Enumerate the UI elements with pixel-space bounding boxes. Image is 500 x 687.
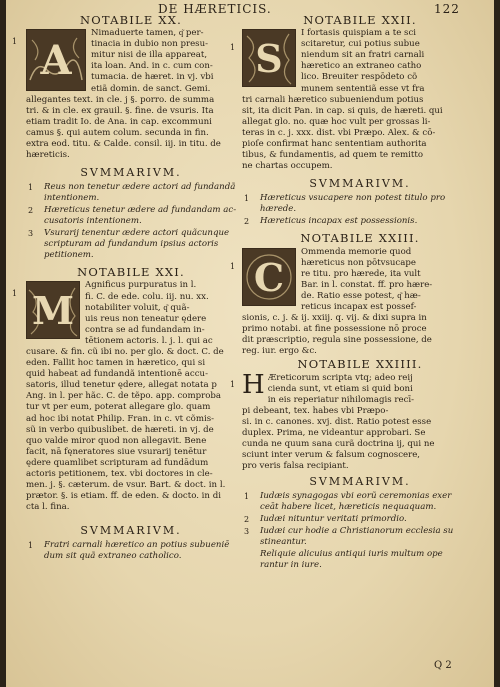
text-line: notabiliter voluit, q͂ quã- [85,302,190,313]
summarium-heading: SVMMARIVM. [309,177,411,191]
item-text-line: Iudæis synagogas vbi eorũ ceremonias exer [260,491,452,502]
text-line: dit præscriptio, regula sine possessione, de [242,335,432,346]
text-line: ita loan. And. in c. cum con- [91,61,213,72]
notable-heading: NOTABILE XXI. [77,265,185,280]
item-text-line: Fratri carnali hæretico an potius subueniē [44,540,230,551]
summarium-item [242,193,478,215]
text-line: mitur nisi de illa appareat, [91,50,208,61]
text-line: facit, nā fęneratores siue vsurarij tenētur [26,446,207,457]
text-line: munem sententiã esse vt fra [301,83,425,94]
initial-letter-h: H [242,369,265,400]
text-line: hæreticus non pōtvsucape [301,257,416,268]
text-line: in eis reperiatur nihilomagis recī- [267,394,415,405]
text-line: hæretico an extraneo catho [301,61,422,72]
item-text-line: Iudæi nituntur veritati primordio. [260,514,407,525]
text-line: ad hoc ibi notat Philip. Fran. in c. vt cõmis- [26,413,215,424]
summarium-item [26,205,236,227]
text-line: Ommenda memorie quod [301,246,412,257]
item-text-line: Iudæi cur hodie a Christianorum ecclesia su [260,526,454,537]
margin-number: 1 [12,37,18,47]
text-line: tibus, & fundamentis, ad quem te remitto [242,150,424,161]
text-line: tur vt per eum, poterat allegare glo. quam [26,402,211,413]
item-text-line: intentionem. [44,193,100,204]
summarium-item [242,514,478,525]
right-column [230,13,478,572]
summarium-item [26,228,236,261]
notable-xxiiii-text [242,369,478,473]
text-line: actoris petitionem, tex. vbi doctores in cle- [26,469,213,479]
summarium-item [26,540,236,562]
notable-heading: NOTABILE XX. [80,13,182,27]
notable-heading: NOTABILE XXIIII. [297,357,423,372]
item-number: 2 [244,515,250,525]
text-line: pro veris falsa recipiant. [242,461,349,472]
notable-heading: NOTABILE XXIII. [300,231,420,246]
text-line: pi debeant, tex. habes vbi Præpo- [242,405,389,416]
item-text-line: Hæreticus vsucapere non potest titulo pro [260,193,446,204]
text-line: reg. iur. ergo &c. [242,346,317,357]
text-line: primo notabi. at fine possessione nō proce [242,324,427,335]
text-line: prætor. §. is etiam. ff. de eden. & docto. in di [26,491,221,502]
text-line: si. in c. canones. xvj. dist. Ratio potest esse [242,416,432,427]
book-page [6,0,494,687]
initial-letter: C [253,254,285,300]
text-line: I fortasis quispiam a te sci [301,28,417,39]
text-line: sionis, c. j. & ij. xxiij. q. vij. & dixi supra in [242,313,427,324]
item-number: 2 [28,206,34,216]
summarium-item [242,549,478,571]
text-line: allegantes text. in cle. j §. porro. de summa [26,94,215,105]
text-line: uis reus non teneatur ędere [85,313,207,324]
text-line: re titu. pro hærede, ita vult [301,268,421,279]
item-number: 1 [28,541,34,551]
item-text-line: Vsurarij tenentur ædere actori quãcunque [44,228,230,239]
text-line: scitaretur, cui potius subue [301,39,420,50]
summarium-list [26,182,236,261]
text-line: etiã domin. de sanct. Gemi. [91,83,211,94]
running-head-title: DE HÆRETICIS. [158,2,272,16]
summarium-list [26,540,236,562]
item-number: 3 [28,229,34,239]
summarium-item [242,526,478,548]
summarium-heading: SVMMARIVM. [309,475,411,489]
margin-number: 1 [12,289,18,299]
text-line: tri. & in cle. ex grauil. §. fine. de vsuris. Ita [26,105,214,116]
text-line: cusare. & fin. cũ ibi no. per glo. & doct. C. de [26,346,224,357]
text-line: Æreticorum scripta vtq; adeo reij [267,372,413,383]
text-line: sit, ita dicit Pan. in cap. si quis, de hæreti. qui [242,105,443,116]
text-line: men. j. §. cæterum. de vsur. Bart. & doct. in l. [26,480,226,491]
item-text-line: petitionem. [44,250,94,261]
text-line: pioſe confirmat hanc sententiam authorita [242,139,427,150]
item-text-line: Reus non tenetur ædere actori ad fundandã [44,182,236,193]
item-number: 1 [28,183,34,193]
text-line: etiam tradit Io. de Ana. in cap. excommuni [26,116,212,127]
text-line: duplex. Prima, ne videantur approbari. Se [242,428,426,438]
item-text-line: rantur in iure. [260,560,322,571]
summarium-heading: SVMMARIVM. [80,166,182,180]
text-line: tri carnali hæretico subueniendum potius [242,94,424,105]
text-line: tinacia in dubio non presu- [91,39,209,50]
text-line: ne chartas occupem. [242,161,333,172]
text-line: contra se ad fundandam in- [85,324,205,335]
item-text-line: dum sit quã extraneo catholico. [44,551,182,562]
text-line: extra eod. titu. & Calde. consil. iij. in titu. de [26,139,221,150]
text-line: ędere quamlibet scripturam ad fundādum [26,457,209,468]
text-line: cienda sunt, vt etiam si quid boni [267,383,413,394]
text-line: cunda ne quum sana curã doctrina ij, qui ne [242,439,435,450]
summarium-item [242,216,478,227]
margin-number: 1 [230,379,236,389]
text-line: niendum sit an fratri carnali [301,50,425,61]
item-text-line: scripturam ad fundandum ipsius actoris [44,239,219,250]
text-line: satoris, illud tenetur ędere, allegat notata p [26,380,217,391]
text-line: sciunt inter verum & falsum cognoscere, [242,450,421,461]
item-number: 1 [244,194,250,204]
initial-letter: A [40,37,72,85]
item-text-line: ceāt habere licet, hæreticis nequaquam. [260,502,437,513]
text-line: de. Ratio esse potest, q͂ hæ- [301,290,421,301]
decorated-initial-s [242,29,296,87]
item-text-line: cusatoris intentionem. [44,216,142,227]
text-line: Bar. in l. constat. ff. pro hære- [301,279,433,290]
notable-heading: NOTABILE XXII. [303,13,417,27]
decorated-initial-a [26,29,86,91]
item-text-line: Reliquie alicuius antiqui iuris multum ope [260,549,443,560]
summarium-list [242,491,478,571]
initial-letter: M [31,288,75,334]
text-line: fi. C. de ede. colu. iij. nu. xx. [85,291,209,302]
summarium-item [26,182,236,204]
text-line: hæreticis. [26,150,70,161]
text-line: tumacia. de hæret. in vj. vbi [91,72,214,83]
item-number: 2 [244,217,250,227]
item-number: 1 [244,492,250,502]
text-line: quid habeat ad fundandã intentionē accu- [26,369,208,380]
text-line: teras in c. j. xxx. dist. vbi Præpo. Alex. & cō- [242,127,436,138]
summarium-list [242,193,478,227]
item-text-line: hærede. [260,204,297,215]
page-number: 122 [434,2,460,16]
item-number: 3 [244,527,250,537]
text-line: eden. Fallit hoc tamen in hæretico, qui si [26,358,206,369]
text-line: Ang. in l. per hãc. C. de tẽpo. app. comproba [26,391,222,402]
text-line: quo valde miror quod non allegavit. Bene [26,435,207,446]
text-line: Agnificus purpuratus in l. [85,280,197,291]
decorated-initial-m [26,281,80,339]
text-line: cta l. fina. [26,502,70,513]
left-column [12,13,237,563]
item-text-line: stineantur. [260,537,307,548]
text-line: Nimaduerte tamen, q͂ per- [91,28,204,39]
signature-mark: Q 2 [434,660,452,671]
margin-number: 1 [230,43,236,53]
summarium-heading: SVMMARIVM. [80,524,182,538]
item-text-line: Hæreticus tenetur ædere ad fundandam ac- [44,205,237,216]
text-line: sũ in verbo quibuslibet. de hæreti. in vj. de [26,424,214,435]
initial-letter: S [255,36,283,82]
text-line: reticus incapax est possef- [301,301,417,312]
summarium-item [242,491,478,513]
text-line: camus §. qui autem colum. secunda in fin. [26,127,209,138]
text-line: allegat glo. no. quæ hoc vult per grossas li- [242,116,431,127]
margin-number: 1 [230,261,236,271]
text-line: lico. Breuiter respōdeto cõ [301,72,418,83]
item-text-line: Hæreticus incapax est possessionis. [260,216,418,227]
text-line: tētionem actoris. l. j. l. qui ac [85,335,213,346]
decorated-initial-c [242,248,296,306]
